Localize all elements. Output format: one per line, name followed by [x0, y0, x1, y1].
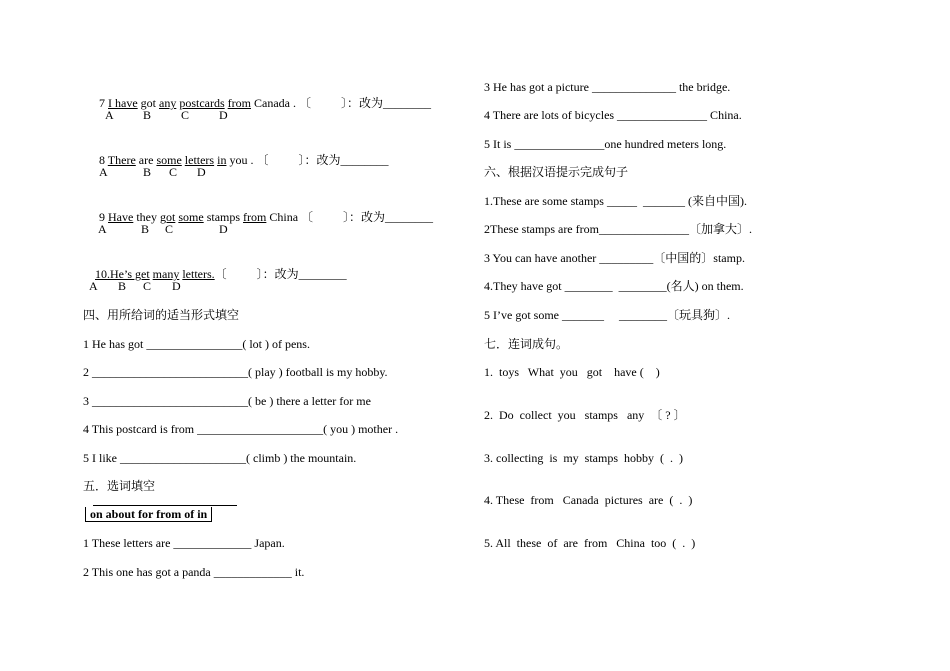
s5-item-3: 3 He has got a picture ______________ the bridge.	[484, 80, 731, 94]
underlined-word: There	[107, 153, 136, 167]
option-a: A	[98, 222, 107, 236]
s6-item-4: 4.They have got ________ ________(名人) on them.	[484, 279, 744, 293]
s6-item-5: 5 I’ve got some _______ ________〔玩具狗〕.	[484, 308, 730, 322]
s6-item-3: 3 You can have another _________〔中国的〕stamp.	[484, 251, 745, 265]
underlined-word: many	[152, 267, 180, 281]
s4-item-1: 1 He has got ________________( lot ) of pens.	[83, 337, 310, 351]
underlined-word: I have	[108, 96, 138, 110]
option-c: C	[181, 108, 190, 122]
question-7: 7 I have got any postcards from Canada . 〔 〕：改为________	[99, 96, 431, 110]
question-10: 10.He’s get many letters.〔 〕：改为________	[95, 267, 347, 281]
word-box-text: on about for from of in	[85, 507, 212, 522]
option-a: A	[105, 108, 114, 122]
option-d: D	[219, 108, 228, 122]
underlined-word: from	[243, 210, 267, 224]
underlined-word: some	[178, 210, 204, 224]
section-5-title: 五．选词填空	[83, 479, 156, 493]
underlined-word: some	[156, 153, 182, 167]
option-c: C	[169, 165, 178, 179]
s6-item-2: 2These stamps are from_______________〔加拿大〕.	[484, 222, 752, 236]
s4-item-4: 4 This postcard is from _____________________( you ) mother .	[83, 422, 399, 436]
underlined-word: from	[227, 96, 251, 110]
underlined-word: in	[217, 153, 227, 167]
underlined-word: Have	[108, 210, 134, 224]
s7-item-1: 1. toys What you got have ( )	[484, 365, 660, 379]
s7-item-3: 3. collecting is my stamps hobby ( . )	[484, 451, 683, 465]
option-d: D	[219, 222, 228, 236]
option-b: B	[118, 279, 127, 293]
s5-item-5: 5 It is _______________one hundred meters long.	[484, 137, 727, 151]
option-b: B	[141, 222, 150, 236]
option-a: A	[99, 165, 108, 179]
underlined-word: letters	[184, 153, 215, 167]
s7-item-5: 5. All these of are from China too ( . )	[484, 536, 696, 550]
option-d: D	[197, 165, 206, 179]
section-6-title: 六、根据汉语提示完成句子	[484, 165, 629, 179]
section-4-title: 四、用所给词的适当形式填空	[83, 308, 240, 322]
question-8: 8 There are some letters in you . 〔 〕：改为________	[99, 153, 389, 167]
s4-item-2: 2 __________________________( play ) football is my hobby.	[83, 365, 388, 379]
underlined-word: got	[160, 210, 176, 224]
s4-item-3: 3 __________________________( be ) there a letter for me	[83, 394, 371, 408]
s5-item-2: 2 This one has got a panda _____________ it.	[83, 565, 305, 579]
option-d: D	[172, 279, 181, 293]
s5-item-1: 1 These letters are _____________ Japan.	[83, 536, 285, 550]
option-c: C	[143, 279, 152, 293]
question-9: 9 Have they got some stamps from China 〔 〕：改为________	[99, 210, 434, 224]
word-box-top-rule	[93, 505, 237, 506]
s7-item-2: 2. Do collect you stamps any 〔 ? 〕	[484, 408, 686, 422]
option-a: A	[89, 279, 98, 293]
question-7-options	[83, 107, 283, 123]
underlined-word: postcards	[179, 96, 225, 110]
question-10-options	[83, 278, 283, 294]
s7-item-4: 4. These from Canada pictures are ( . )	[484, 493, 693, 507]
section-7-title: 七．连词成句。	[484, 337, 569, 351]
s6-item-1: 1.These are some stamps _____ _______ (来自中国).	[484, 194, 747, 208]
s4-item-5: 5 I like _____________________( climb ) the mountain.	[83, 451, 357, 465]
underlined-word: 10.He’s get	[95, 267, 150, 281]
word-box	[85, 507, 212, 522]
underlined-word: letters.	[182, 267, 215, 281]
question-8-options	[83, 164, 283, 180]
s5-item-4: 4 There are lots of bicycles _______________ China.	[484, 108, 742, 122]
option-b: B	[143, 108, 152, 122]
option-c: C	[165, 222, 174, 236]
option-b: B	[143, 165, 152, 179]
underlined-word: any	[159, 96, 177, 110]
question-9-options	[83, 221, 283, 237]
